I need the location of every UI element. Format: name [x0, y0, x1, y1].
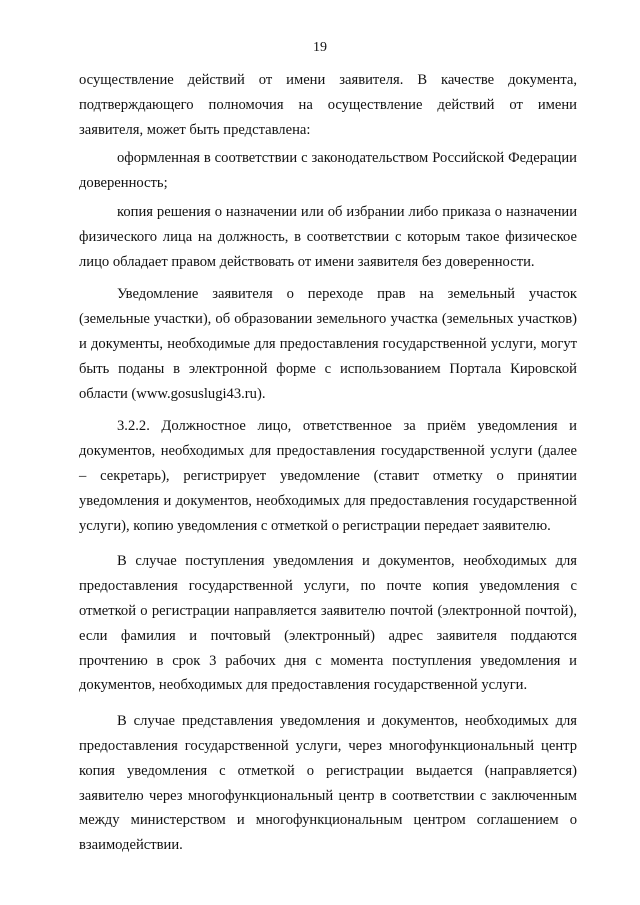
document-body	[79, 68, 577, 858]
paragraph-postal-receipt: В случае поступления уведомления и документов, необходимых для предоставления государственной услуги, по почте копия уведомления с отметкой о регистрации направляется заявителю почтой (электронной почтой), если фамилия и почтовый (электронный) адрес заявителя поддаются прочтению в срок 3 рабочих дня с момента поступления уведомления и документов, необходимых для предоставления государственной услуги.	[79, 553, 577, 694]
paragraph-mfc-receipt: В случае представления уведомления и документов, необходимых для предоставления государственной услуги, через многофункциональный центр копия уведомления с отметкой о регистрации выдается (направляется) заявителю через многофункциональный центр в соответствии с заключенным между министерством и многофункциональным центром соглашением о взаимодействии.	[79, 713, 577, 854]
paragraph-decision-copy: копия решения о назначении или об избрании либо приказа о назначении физического лица на должность, в соответствии с которым такое физическое лицо обладает правом действовать от имени заявителя без доверенности.	[79, 203, 577, 270]
page-number: 19	[313, 40, 327, 55]
paragraph-electronic-submission: Уведомление заявителя о переходе прав на земельный участок (земельные участки), об образовании земельного участка (земельных участков) и документы, необходимые для предоставления государственной услуги, могут быть поданы в электронной форме с использованием Портала Кировской области (www.gosuslugi43.ru).	[79, 286, 577, 402]
paragraph-power-of-attorney: оформленная в соответствии с законодательством Российской Федерации доверенность;	[79, 150, 577, 192]
paragraph-continuation: осуществление действий от имени заявителя. В качестве документа, подтверждающего полномочия на осуществление действий от имени заявителя, может быть представлена:	[79, 72, 577, 138]
paragraph-section-3-2-2: 3.2.2. Должностное лицо, ответственное за приём уведомления и документов, необходимых для предоставления государственной услуги (далее – секретарь), регистрирует уведомление (ставит отметку о принятии уведомления и документов, необходимых для предоставления государственной услуги), копию уведомления с отметкой о регистрации передает заявителю.	[79, 418, 577, 534]
